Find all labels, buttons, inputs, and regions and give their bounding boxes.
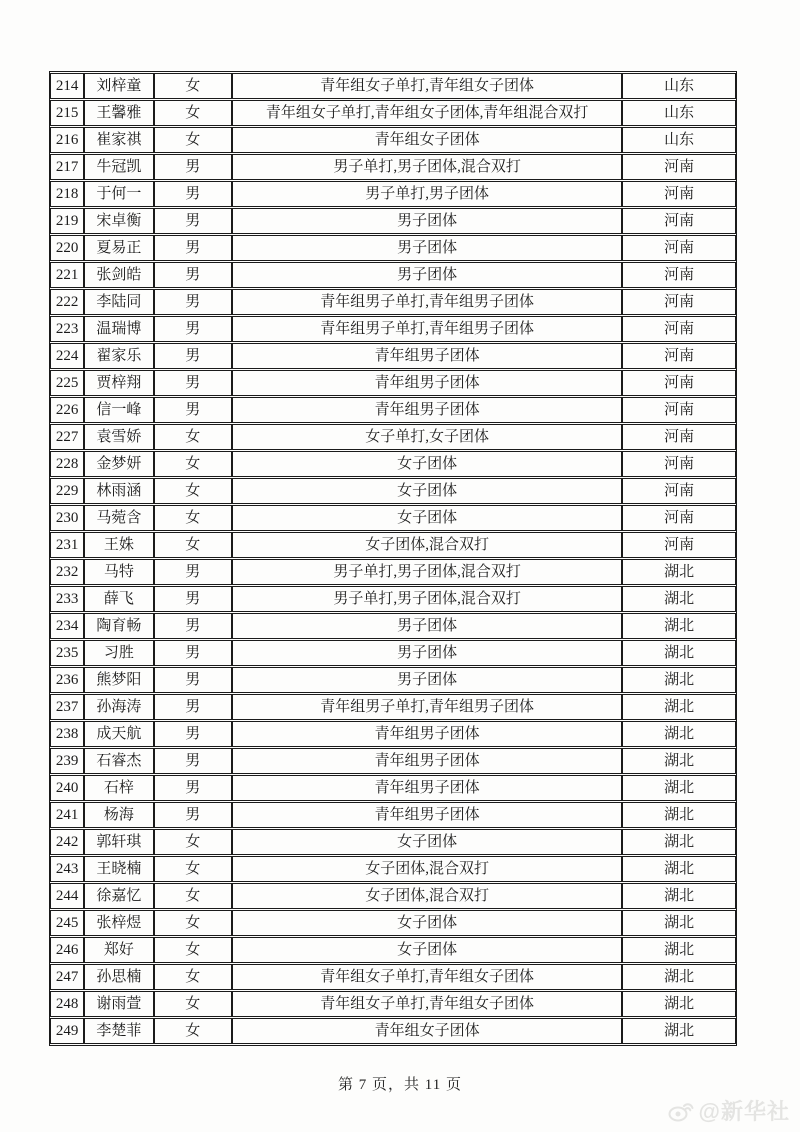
events-cell: 青年组女子单打,青年组女子团体 — [232, 73, 622, 99]
athlete-number-cell: 238 — [50, 721, 84, 747]
unit-cell: 河南 — [622, 451, 736, 477]
table-row — [50, 478, 736, 504]
athlete-name-cell: 石梓 — [84, 775, 153, 801]
table-row — [50, 343, 736, 369]
unit-cell: 湖北 — [622, 640, 736, 666]
events-cell: 女子团体 — [232, 478, 622, 504]
athlete-name-cell: 马特 — [84, 559, 153, 585]
gender-cell: 男 — [154, 154, 232, 180]
table-row — [50, 100, 736, 126]
athlete-name-cell: 金梦妍 — [84, 451, 153, 477]
athlete-number-cell: 233 — [50, 586, 84, 612]
events-cell: 男子团体 — [232, 640, 622, 666]
gender-cell: 女 — [154, 73, 232, 99]
table-row — [50, 586, 736, 612]
table-row — [50, 451, 736, 477]
events-cell: 女子团体,混合双打 — [232, 883, 622, 909]
athlete-number-cell: 241 — [50, 802, 84, 828]
table-row — [50, 667, 736, 693]
unit-cell: 湖北 — [622, 586, 736, 612]
athlete-number-cell: 230 — [50, 505, 84, 531]
table-row — [50, 883, 736, 909]
unit-cell: 河南 — [622, 289, 736, 315]
unit-cell: 湖北 — [622, 559, 736, 585]
athlete-name-cell: 夏易正 — [84, 235, 153, 261]
unit-cell: 山东 — [622, 73, 736, 99]
watermark — [668, 1095, 790, 1126]
gender-cell: 女 — [154, 100, 232, 126]
table-row — [50, 694, 736, 720]
events-cell: 青年组男子团体 — [232, 748, 622, 774]
athlete-name-cell: 王姝 — [84, 532, 153, 558]
events-cell: 青年组男子单打,青年组男子团体 — [232, 289, 622, 315]
gender-cell: 男 — [154, 640, 232, 666]
athlete-number-cell: 216 — [50, 127, 84, 153]
unit-cell: 河南 — [622, 370, 736, 396]
gender-cell: 男 — [154, 586, 232, 612]
unit-cell: 河南 — [622, 208, 736, 234]
athlete-number-cell: 240 — [50, 775, 84, 801]
unit-cell: 湖北 — [622, 991, 736, 1017]
athlete-name-cell: 李陆同 — [84, 289, 153, 315]
gender-cell: 男 — [154, 316, 232, 342]
unit-cell: 湖北 — [622, 721, 736, 747]
gender-cell: 男 — [154, 181, 232, 207]
events-cell: 青年组男子团体 — [232, 370, 622, 396]
gender-cell: 女 — [154, 532, 232, 558]
gender-cell: 男 — [154, 775, 232, 801]
table-row — [50, 316, 736, 342]
table-row — [50, 370, 736, 396]
gender-cell: 女 — [154, 937, 232, 963]
unit-cell: 河南 — [622, 478, 736, 504]
table-row — [50, 127, 736, 153]
athlete-name-cell: 郭轩琪 — [84, 829, 153, 855]
gender-cell: 女 — [154, 1018, 232, 1044]
athlete-name-cell: 习胜 — [84, 640, 153, 666]
gender-cell: 女 — [154, 856, 232, 882]
athlete-number-cell: 224 — [50, 343, 84, 369]
unit-cell: 山东 — [622, 100, 736, 126]
table-row — [50, 937, 736, 963]
athlete-number-cell: 245 — [50, 910, 84, 936]
table-row — [50, 748, 736, 774]
gender-cell: 女 — [154, 910, 232, 936]
events-cell: 男子团体 — [232, 235, 622, 261]
events-cell: 男子单打,男子团体,混合双打 — [232, 586, 622, 612]
gender-cell: 男 — [154, 343, 232, 369]
events-cell: 青年组男子团体 — [232, 775, 622, 801]
athlete-number-cell: 231 — [50, 532, 84, 558]
events-cell: 男子团体 — [232, 667, 622, 693]
events-cell: 女子团体,混合双打 — [232, 532, 622, 558]
athlete-number-cell: 248 — [50, 991, 84, 1017]
athlete-number-cell: 244 — [50, 883, 84, 909]
table-row — [50, 640, 736, 666]
athlete-number-cell: 235 — [50, 640, 84, 666]
athlete-number-cell: 243 — [50, 856, 84, 882]
unit-cell: 河南 — [622, 505, 736, 531]
athlete-number-cell: 222 — [50, 289, 84, 315]
athlete-number-cell: 239 — [50, 748, 84, 774]
athlete-name-cell: 刘梓童 — [84, 73, 153, 99]
events-cell: 青年组女子团体 — [232, 1018, 622, 1044]
athlete-number-cell: 220 — [50, 235, 84, 261]
events-cell: 男子单打,男子团体,混合双打 — [232, 154, 622, 180]
table-row — [50, 775, 736, 801]
gender-cell: 男 — [154, 235, 232, 261]
events-cell: 女子团体 — [232, 451, 622, 477]
gender-cell: 男 — [154, 208, 232, 234]
events-cell: 青年组男子单打,青年组男子团体 — [232, 694, 622, 720]
table-row — [50, 397, 736, 423]
unit-cell: 河南 — [622, 316, 736, 342]
athlete-name-cell: 成天航 — [84, 721, 153, 747]
athlete-name-cell: 翟家乐 — [84, 343, 153, 369]
athlete-name-cell: 孙海涛 — [84, 694, 153, 720]
table-row — [50, 505, 736, 531]
gender-cell: 女 — [154, 424, 232, 450]
unit-cell: 河南 — [622, 532, 736, 558]
unit-cell: 河南 — [622, 397, 736, 423]
athlete-name-cell: 林雨涵 — [84, 478, 153, 504]
athlete-name-cell: 崔家祺 — [84, 127, 153, 153]
events-cell: 青年组女子单打,青年组女子团体 — [232, 964, 622, 990]
athlete-number-cell: 217 — [50, 154, 84, 180]
table-row — [50, 181, 736, 207]
table-row — [50, 532, 736, 558]
athlete-name-cell: 牛冠凯 — [84, 154, 153, 180]
athlete-name-cell: 于何一 — [84, 181, 153, 207]
unit-cell: 河南 — [622, 424, 736, 450]
events-cell: 女子团体 — [232, 505, 622, 531]
events-cell: 男子团体 — [232, 208, 622, 234]
athlete-name-cell: 薛飞 — [84, 586, 153, 612]
events-cell: 青年组女子单打,青年组女子团体,青年组混合双打 — [232, 100, 622, 126]
unit-cell: 河南 — [622, 181, 736, 207]
gender-cell: 男 — [154, 802, 232, 828]
events-cell: 男子单打,男子团体 — [232, 181, 622, 207]
unit-cell: 湖北 — [622, 748, 736, 774]
athlete-number-cell: 227 — [50, 424, 84, 450]
athlete-name-cell: 张梓煜 — [84, 910, 153, 936]
unit-cell: 湖北 — [622, 1018, 736, 1044]
athlete-name-cell: 宋卓衡 — [84, 208, 153, 234]
unit-cell: 河南 — [622, 343, 736, 369]
athlete-name-cell: 信一峰 — [84, 397, 153, 423]
events-cell: 女子团体 — [232, 937, 622, 963]
gender-cell: 女 — [154, 478, 232, 504]
unit-cell: 湖北 — [622, 964, 736, 990]
unit-cell: 湖北 — [622, 856, 736, 882]
athlete-number-cell: 218 — [50, 181, 84, 207]
gender-cell: 男 — [154, 559, 232, 585]
events-cell: 青年组男子单打,青年组男子团体 — [232, 316, 622, 342]
gender-cell: 男 — [154, 370, 232, 396]
unit-cell: 湖北 — [622, 775, 736, 801]
athlete-name-cell: 郑好 — [84, 937, 153, 963]
events-cell: 女子团体 — [232, 910, 622, 936]
table-row — [50, 964, 736, 990]
athlete-number-cell: 246 — [50, 937, 84, 963]
athlete-number-cell: 215 — [50, 100, 84, 126]
roster-table-body — [50, 73, 736, 1044]
table-row — [50, 829, 736, 855]
gender-cell: 女 — [154, 883, 232, 909]
events-cell: 女子团体,混合双打 — [232, 856, 622, 882]
gender-cell: 男 — [154, 262, 232, 288]
table-row — [50, 208, 736, 234]
events-cell: 女子单打,女子团体 — [232, 424, 622, 450]
events-cell: 青年组男子团体 — [232, 343, 622, 369]
table-row — [50, 73, 736, 99]
unit-cell: 湖北 — [622, 802, 736, 828]
athlete-number-cell: 221 — [50, 262, 84, 288]
table-row — [50, 721, 736, 747]
athlete-name-cell: 李楚菲 — [84, 1018, 153, 1044]
unit-cell: 湖北 — [622, 937, 736, 963]
athlete-number-cell: 234 — [50, 613, 84, 639]
athlete-number-cell: 223 — [50, 316, 84, 342]
athlete-number-cell: 232 — [50, 559, 84, 585]
table-row — [50, 856, 736, 882]
athlete-name-cell: 熊梦阳 — [84, 667, 153, 693]
athlete-name-cell: 温瑞博 — [84, 316, 153, 342]
gender-cell: 男 — [154, 613, 232, 639]
gender-cell: 男 — [154, 721, 232, 747]
page-indicator: 第 7 页，共 11 页 — [338, 1077, 462, 1093]
table-row — [50, 262, 736, 288]
athlete-number-cell: 247 — [50, 964, 84, 990]
unit-cell: 湖北 — [622, 613, 736, 639]
athlete-number-cell: 236 — [50, 667, 84, 693]
unit-cell: 河南 — [622, 235, 736, 261]
athlete-name-cell: 王馨雅 — [84, 100, 153, 126]
unit-cell: 湖北 — [622, 829, 736, 855]
unit-cell: 河南 — [622, 154, 736, 180]
events-cell: 男子团体 — [232, 613, 622, 639]
events-cell: 男子单打,男子团体,混合双打 — [232, 559, 622, 585]
athlete-number-cell: 226 — [50, 397, 84, 423]
athlete-number-cell: 228 — [50, 451, 84, 477]
athlete-number-cell: 237 — [50, 694, 84, 720]
unit-cell: 湖北 — [622, 667, 736, 693]
athlete-name-cell: 徐嘉忆 — [84, 883, 153, 909]
athlete-number-cell: 219 — [50, 208, 84, 234]
athlete-number-cell: 242 — [50, 829, 84, 855]
table-row — [50, 1018, 736, 1044]
unit-cell: 河南 — [622, 262, 736, 288]
gender-cell: 女 — [154, 505, 232, 531]
athlete-number-cell: 249 — [50, 1018, 84, 1044]
table-row — [50, 991, 736, 1017]
unit-cell: 湖北 — [622, 883, 736, 909]
gender-cell: 女 — [154, 964, 232, 990]
unit-cell: 湖北 — [622, 910, 736, 936]
gender-cell: 男 — [154, 397, 232, 423]
athlete-name-cell: 王晓楠 — [84, 856, 153, 882]
athlete-name-cell: 马菀含 — [84, 505, 153, 531]
gender-cell: 女 — [154, 829, 232, 855]
athlete-number-cell: 214 — [50, 73, 84, 99]
gender-cell: 男 — [154, 694, 232, 720]
events-cell: 男子团体 — [232, 262, 622, 288]
gender-cell: 男 — [154, 667, 232, 693]
table-row — [50, 424, 736, 450]
athlete-name-cell: 谢雨萱 — [84, 991, 153, 1017]
watermark-handle: @新华社 — [698, 1099, 790, 1124]
events-cell: 青年组男子团体 — [232, 397, 622, 423]
unit-cell: 湖北 — [622, 694, 736, 720]
table-row — [50, 154, 736, 180]
table-row — [50, 802, 736, 828]
table-row — [50, 289, 736, 315]
events-cell: 女子团体 — [232, 829, 622, 855]
table-row — [50, 613, 736, 639]
table-row — [50, 235, 736, 261]
table-row — [50, 559, 736, 585]
athlete-name-cell: 孙思楠 — [84, 964, 153, 990]
gender-cell: 男 — [154, 289, 232, 315]
athlete-name-cell: 贾梓翔 — [84, 370, 153, 396]
athlete-number-cell: 225 — [50, 370, 84, 396]
athlete-number-cell: 229 — [50, 478, 84, 504]
athlete-name-cell: 杨海 — [84, 802, 153, 828]
athlete-name-cell: 石睿杰 — [84, 748, 153, 774]
gender-cell: 女 — [154, 451, 232, 477]
events-cell: 青年组女子单打,青年组女子团体 — [232, 991, 622, 1017]
events-cell: 青年组男子团体 — [232, 721, 622, 747]
roster-table — [49, 71, 737, 1046]
events-cell: 青年组男子团体 — [232, 802, 622, 828]
gender-cell: 女 — [154, 127, 232, 153]
athlete-name-cell: 陶育畅 — [84, 613, 153, 639]
table-row — [50, 910, 736, 936]
gender-cell: 男 — [154, 748, 232, 774]
unit-cell: 山东 — [622, 127, 736, 153]
athlete-name-cell: 张剑皓 — [84, 262, 153, 288]
gender-cell: 女 — [154, 991, 232, 1017]
events-cell: 青年组女子团体 — [232, 127, 622, 153]
athlete-name-cell: 袁雪娇 — [84, 424, 153, 450]
weibo-logo-icon — [668, 1100, 694, 1122]
